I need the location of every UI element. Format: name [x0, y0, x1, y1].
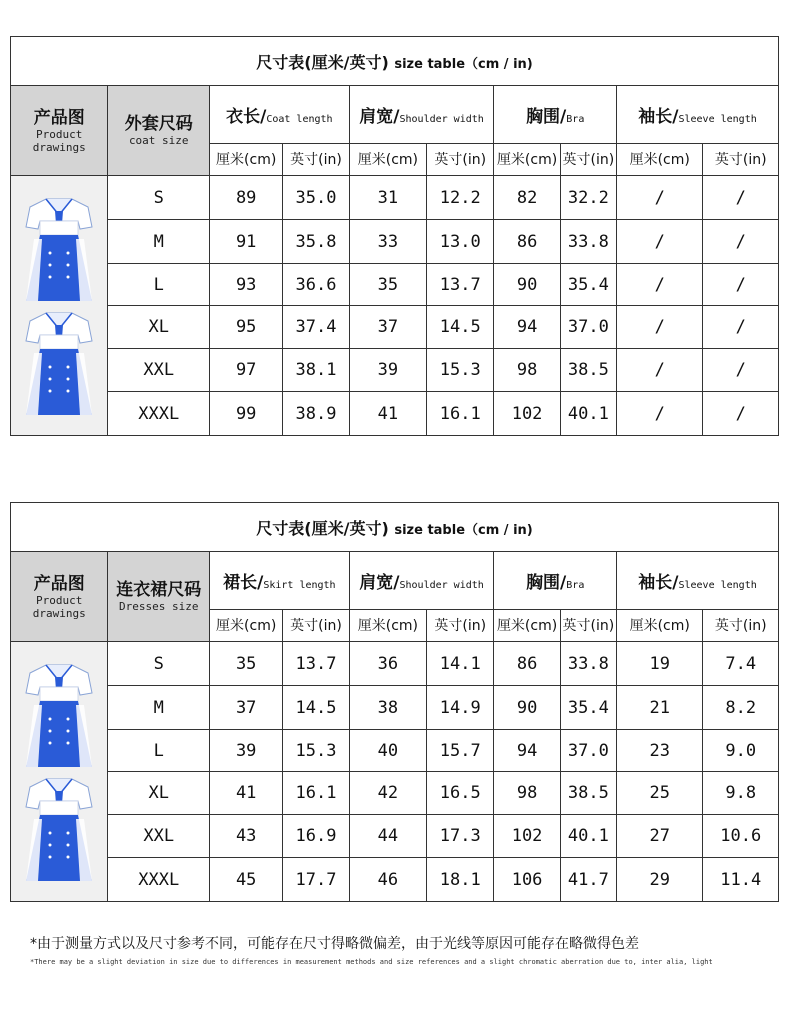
value-cell: 35 — [210, 642, 283, 686]
value-cell: 94 — [494, 306, 560, 349]
unit-header: 英寸(in) — [703, 609, 779, 641]
column-header-en: Shoulder width — [399, 579, 484, 591]
value-cell: 38.5 — [560, 772, 616, 815]
value-cell: 14.5 — [283, 686, 349, 730]
unit-header: 厘米(cm) — [617, 143, 703, 175]
column-header-en: Sleeve length — [678, 113, 757, 125]
unit-header: 英寸(in) — [560, 609, 616, 641]
column-header — [349, 86, 494, 144]
size-cell: S — [108, 642, 210, 686]
column-header — [210, 86, 350, 144]
value-cell: 37 — [349, 306, 426, 349]
size-cell: XXL — [108, 349, 210, 392]
table-row — [11, 176, 779, 220]
value-cell: 13.7 — [283, 642, 349, 686]
size-label — [108, 86, 210, 176]
product-label-cn: 产品图 — [33, 107, 85, 128]
value-cell: / — [617, 306, 703, 349]
unit-header: 厘米(cm) — [349, 609, 426, 641]
value-cell: / — [703, 349, 779, 392]
value-cell: 35.4 — [560, 686, 616, 730]
product-image — [11, 176, 108, 436]
value-cell: 90 — [494, 264, 560, 306]
value-cell: 35.4 — [560, 264, 616, 306]
value-cell: 29 — [617, 858, 703, 902]
value-cell: 38.1 — [283, 349, 349, 392]
value-cell: 40.1 — [560, 392, 616, 436]
value-cell: 14.5 — [427, 306, 494, 349]
value-cell: 37.0 — [560, 306, 616, 349]
column-header — [349, 552, 494, 610]
value-cell: / — [617, 264, 703, 306]
value-cell: / — [617, 220, 703, 264]
column-header-en: Bra — [566, 113, 585, 125]
size-cell: L — [108, 730, 210, 772]
unit-header: 英寸(in) — [560, 143, 616, 175]
value-cell: 94 — [494, 730, 560, 772]
value-cell: 106 — [494, 858, 560, 902]
value-cell: 32.2 — [560, 176, 616, 220]
value-cell: 38 — [349, 686, 426, 730]
table-row — [11, 642, 779, 686]
value-cell: 13.0 — [427, 220, 494, 264]
column-header-en: Shoulder width — [399, 113, 484, 125]
value-cell: 10.6 — [703, 815, 779, 858]
value-cell: 33 — [349, 220, 426, 264]
column-header-cn: 肩宽/ — [359, 572, 400, 593]
value-cell: 86 — [494, 220, 560, 264]
value-cell: 99 — [210, 392, 283, 436]
size-label-en: Dresses size — [119, 600, 199, 613]
value-cell: 15.3 — [427, 349, 494, 392]
column-header-en: Bra — [566, 579, 585, 591]
table-row — [11, 220, 779, 264]
value-cell: 42 — [349, 772, 426, 815]
value-cell: 91 — [210, 220, 283, 264]
value-cell: 16.9 — [283, 815, 349, 858]
value-cell: 40.1 — [560, 815, 616, 858]
size-table-2 — [10, 502, 779, 902]
size-cell: XXXL — [108, 392, 210, 436]
unit-header: 英寸(in) — [703, 143, 779, 175]
value-cell: 46 — [349, 858, 426, 902]
value-cell: / — [617, 176, 703, 220]
value-cell: 21 — [617, 686, 703, 730]
column-header-cn: 胸围/ — [526, 572, 567, 593]
table-row — [11, 264, 779, 306]
value-cell: 39 — [349, 349, 426, 392]
unit-header: 厘米(cm) — [494, 609, 560, 641]
size-cell: L — [108, 264, 210, 306]
size-cell: M — [108, 686, 210, 730]
product-label-cn: 产品图 — [33, 573, 85, 594]
value-cell: 41 — [349, 392, 426, 436]
note-en: *There may be a slight deviation in size due to differences in measurement methods and size references and a slight chromatic aberration due to, inter alia, light — [30, 958, 713, 966]
column-header-cn: 袖长/ — [638, 572, 679, 593]
table-row — [11, 349, 779, 392]
value-cell: / — [703, 306, 779, 349]
unit-header: 英寸(in) — [427, 609, 494, 641]
value-cell: 38.5 — [560, 349, 616, 392]
column-header-cn: 胸围/ — [526, 106, 567, 127]
size-label-cn: 连衣裙尺码 — [116, 580, 202, 600]
table-row — [11, 730, 779, 772]
value-cell: 82 — [494, 176, 560, 220]
product-label-en: Product drawings — [32, 127, 86, 154]
value-cell: 25 — [617, 772, 703, 815]
value-cell: 13.7 — [427, 264, 494, 306]
size-cell: XXL — [108, 815, 210, 858]
value-cell: 27 — [617, 815, 703, 858]
unit-header: 英寸(in) — [427, 143, 494, 175]
table-row — [11, 392, 779, 436]
value-cell: 19 — [617, 642, 703, 686]
column-header — [494, 552, 617, 610]
value-cell: 7.4 — [703, 642, 779, 686]
column-header-cn: 肩宽/ — [359, 106, 400, 127]
value-cell: 36 — [349, 642, 426, 686]
table-title-cn: 尺寸表(厘米/英寸) — [256, 52, 389, 72]
value-cell: / — [703, 392, 779, 436]
value-cell: / — [703, 220, 779, 264]
value-cell: 38.9 — [283, 392, 349, 436]
value-cell: 41 — [210, 772, 283, 815]
size-cell: XXXL — [108, 858, 210, 902]
unit-header: 英寸(in) — [283, 609, 349, 641]
value-cell: 95 — [210, 306, 283, 349]
value-cell: 45 — [210, 858, 283, 902]
value-cell: 12.2 — [427, 176, 494, 220]
value-cell: 16.1 — [427, 392, 494, 436]
table-row — [11, 815, 779, 858]
unit-header: 英寸(in) — [283, 143, 349, 175]
value-cell: 35 — [349, 264, 426, 306]
value-cell: 8.2 — [703, 686, 779, 730]
table-row — [11, 772, 779, 815]
value-cell: 33.8 — [560, 220, 616, 264]
unit-header: 厘米(cm) — [210, 609, 283, 641]
value-cell: 41.7 — [560, 858, 616, 902]
value-cell: 43 — [210, 815, 283, 858]
column-header-en: Sleeve length — [678, 579, 757, 591]
value-cell: 18.1 — [427, 858, 494, 902]
size-cell: S — [108, 176, 210, 220]
unit-header: 厘米(cm) — [617, 609, 703, 641]
column-header-cn: 裙长/ — [223, 572, 264, 593]
table-title-en: size table（cm / in) — [394, 522, 533, 538]
table-title-en: size table（cm / in) — [394, 56, 533, 72]
value-cell: 36.6 — [283, 264, 349, 306]
unit-header: 厘米(cm) — [210, 143, 283, 175]
product-label — [11, 552, 108, 642]
value-cell: 9.8 — [703, 772, 779, 815]
dress-front-icon — [20, 193, 98, 305]
value-cell: 102 — [494, 815, 560, 858]
unit-header: 厘米(cm) — [494, 143, 560, 175]
product-label — [11, 86, 108, 176]
value-cell: 98 — [494, 772, 560, 815]
value-cell: 37.0 — [560, 730, 616, 772]
dress-alt-icon — [20, 307, 98, 419]
table-title — [11, 503, 779, 552]
value-cell: 17.7 — [283, 858, 349, 902]
size-label — [108, 552, 210, 642]
value-cell: 33.8 — [560, 642, 616, 686]
column-header — [617, 552, 779, 610]
value-cell: 35.8 — [283, 220, 349, 264]
size-cell: M — [108, 220, 210, 264]
column-header-cn: 衣长/ — [226, 106, 267, 127]
value-cell: 44 — [349, 815, 426, 858]
value-cell: 102 — [494, 392, 560, 436]
value-cell: 40 — [349, 730, 426, 772]
table-row — [11, 858, 779, 902]
value-cell: / — [617, 392, 703, 436]
table-title — [11, 37, 779, 86]
dress-alt-icon — [20, 773, 98, 885]
value-cell: 98 — [494, 349, 560, 392]
unit-header: 厘米(cm) — [349, 143, 426, 175]
value-cell: 15.3 — [283, 730, 349, 772]
value-cell: 11.4 — [703, 858, 779, 902]
value-cell: 14.9 — [427, 686, 494, 730]
dress-front-icon — [20, 659, 98, 771]
value-cell: 37.4 — [283, 306, 349, 349]
size-label-cn: 外套尺码 — [124, 114, 193, 134]
value-cell: 23 — [617, 730, 703, 772]
value-cell: / — [703, 176, 779, 220]
size-table-1 — [10, 36, 779, 436]
value-cell: 97 — [210, 349, 283, 392]
value-cell: 16.1 — [283, 772, 349, 815]
value-cell: 37 — [210, 686, 283, 730]
value-cell: 9.0 — [703, 730, 779, 772]
size-cell: XL — [108, 772, 210, 815]
column-header-cn: 袖长/ — [638, 106, 679, 127]
size-cell: XL — [108, 306, 210, 349]
table-row — [11, 686, 779, 730]
column-header — [210, 552, 350, 610]
value-cell: 15.7 — [427, 730, 494, 772]
column-header-en: Skirt length — [263, 579, 336, 591]
value-cell: 14.1 — [427, 642, 494, 686]
table-row — [11, 306, 779, 349]
column-header-en: Coat length — [266, 113, 333, 125]
value-cell: / — [617, 349, 703, 392]
value-cell: / — [703, 264, 779, 306]
value-cell: 93 — [210, 264, 283, 306]
value-cell: 90 — [494, 686, 560, 730]
table-title-cn: 尺寸表(厘米/英寸) — [256, 518, 389, 538]
column-header — [617, 86, 779, 144]
product-label-en: Product drawings — [32, 593, 86, 620]
value-cell: 31 — [349, 176, 426, 220]
note-cn: *由于测量方式以及尺寸参考不同，可能存在尺寸得略微偏差，由于光线等原因可能存在略微得色差 — [30, 936, 639, 952]
size-label-en: coat size — [128, 134, 189, 147]
value-cell: 16.5 — [427, 772, 494, 815]
value-cell: 35.0 — [283, 176, 349, 220]
value-cell: 39 — [210, 730, 283, 772]
value-cell: 17.3 — [427, 815, 494, 858]
value-cell: 89 — [210, 176, 283, 220]
value-cell: 86 — [494, 642, 560, 686]
product-image — [11, 642, 108, 902]
column-header — [494, 86, 617, 144]
